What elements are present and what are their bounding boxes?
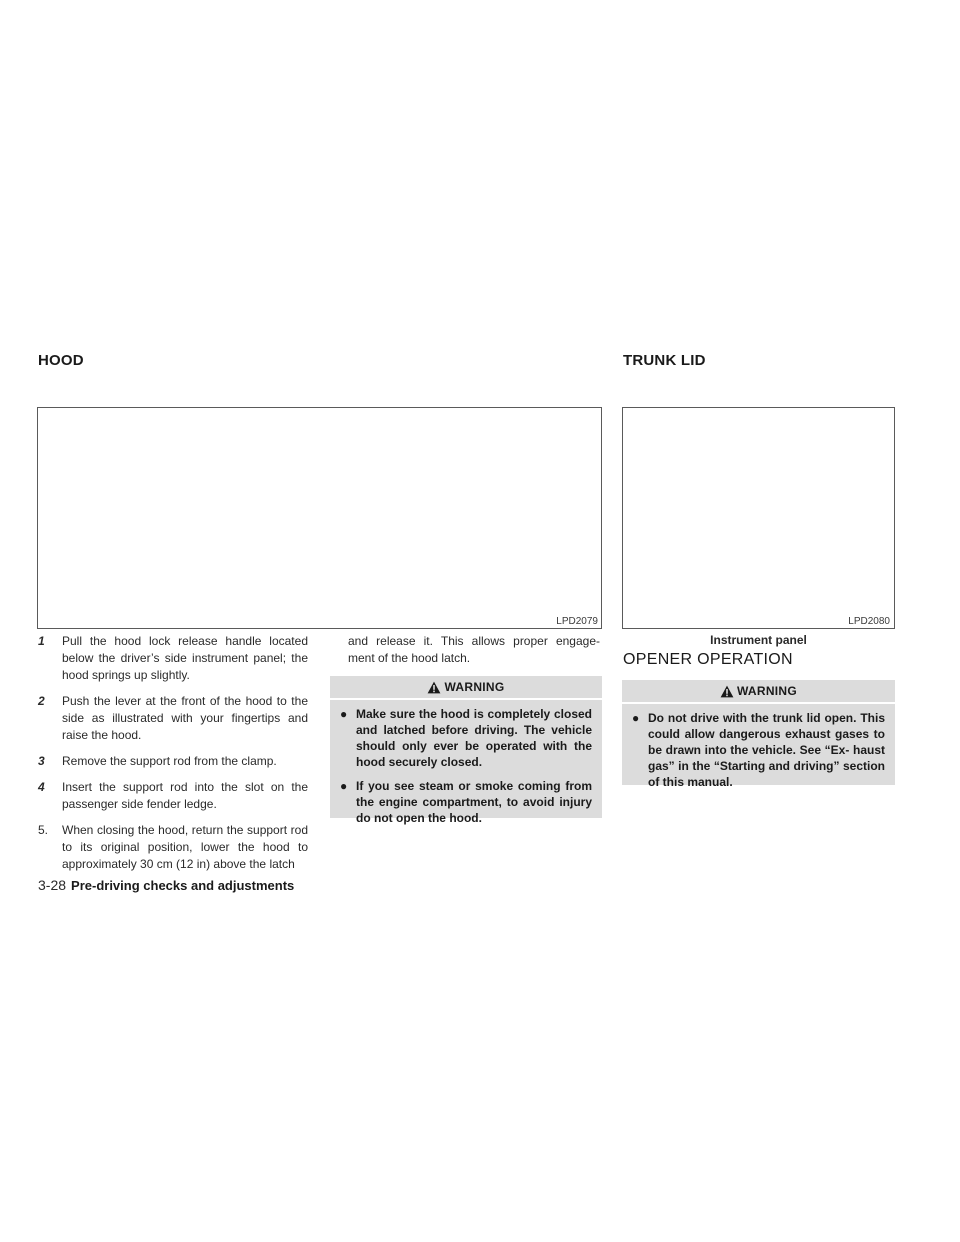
warning-title: WARNING: [736, 684, 798, 698]
warning-triangle-icon: [427, 681, 441, 694]
trunk-figure-caption: Instrument panel: [710, 633, 807, 647]
trunk-lid-heading: TRUNK LID: [623, 352, 706, 369]
bullet: ●: [340, 707, 348, 721]
footer-section-title: Pre-driving checks and adjustments: [71, 878, 295, 893]
step-number: 4: [38, 780, 45, 794]
hood-figure-code: LPD2079: [556, 616, 598, 627]
warning-text: If you see steam or smoke coming from the engine compartment, to avoid injury do not open the hood.: [356, 779, 592, 825]
warning-header: [622, 680, 895, 704]
hood-step: [38, 693, 308, 744]
step-number: 1: [38, 634, 45, 648]
hood-steps: [38, 633, 308, 882]
hood-step5-continuation: and release it. This allows proper engage- ment of the hood latch.: [348, 634, 600, 665]
step-number: 2: [38, 694, 45, 708]
hood-step: [38, 753, 308, 770]
bullet: ●: [632, 711, 640, 725]
hood-warning-box: [330, 676, 602, 825]
step-text: Remove the support rod from the clamp.: [62, 754, 277, 768]
trunk-figure: [622, 407, 895, 629]
page-footer: [38, 877, 294, 895]
warning-text: Make sure the hood is completely closed and latched before driving. The vehicle should only ever be operated with the hood securely closed.: [356, 707, 592, 769]
step-text: Pull the hood lock release handle located below the driver’s side instrument panel; the hood springs up slightly.: [62, 634, 308, 682]
step-text: Insert the support rod into the slot on the passenger side fender ledge.: [62, 780, 308, 811]
warning-title: WARNING: [444, 680, 505, 694]
warning-triangle-icon: [720, 685, 734, 698]
warning-item: [632, 710, 885, 790]
warning-item: [340, 778, 592, 826]
hood-heading: HOOD: [38, 352, 84, 369]
hood-step: [38, 633, 308, 684]
hood-figure: [37, 407, 602, 629]
trunk-figure-code: LPD2080: [848, 616, 890, 627]
step-number: 5.: [38, 823, 49, 837]
step-text: When closing the hood, return the support rod to its original position, lower the hood to approximately 30 cm (12 in) above the latch: [62, 823, 308, 871]
warning-header: [330, 676, 602, 700]
trunk-warning-box: [622, 680, 895, 789]
step-text: Push the lever at the front of the hood to the side as illustrated with your fingertips and raise the hood.: [62, 694, 308, 742]
warning-item: [340, 706, 592, 770]
bullet: ●: [340, 779, 348, 793]
opener-operation-heading: OPENER OPERATION: [623, 651, 793, 668]
hood-step: [38, 779, 308, 813]
hood-step: [38, 822, 308, 873]
step-number: 3: [38, 754, 45, 768]
warning-text: Do not drive with the trunk lid open. This could allow dangerous exhaust gases to be drawn into the vehicle. See “Ex- haust gas” in the “Starting and driving” section of this manual.: [648, 711, 885, 789]
page-number: 3-28: [38, 877, 67, 893]
